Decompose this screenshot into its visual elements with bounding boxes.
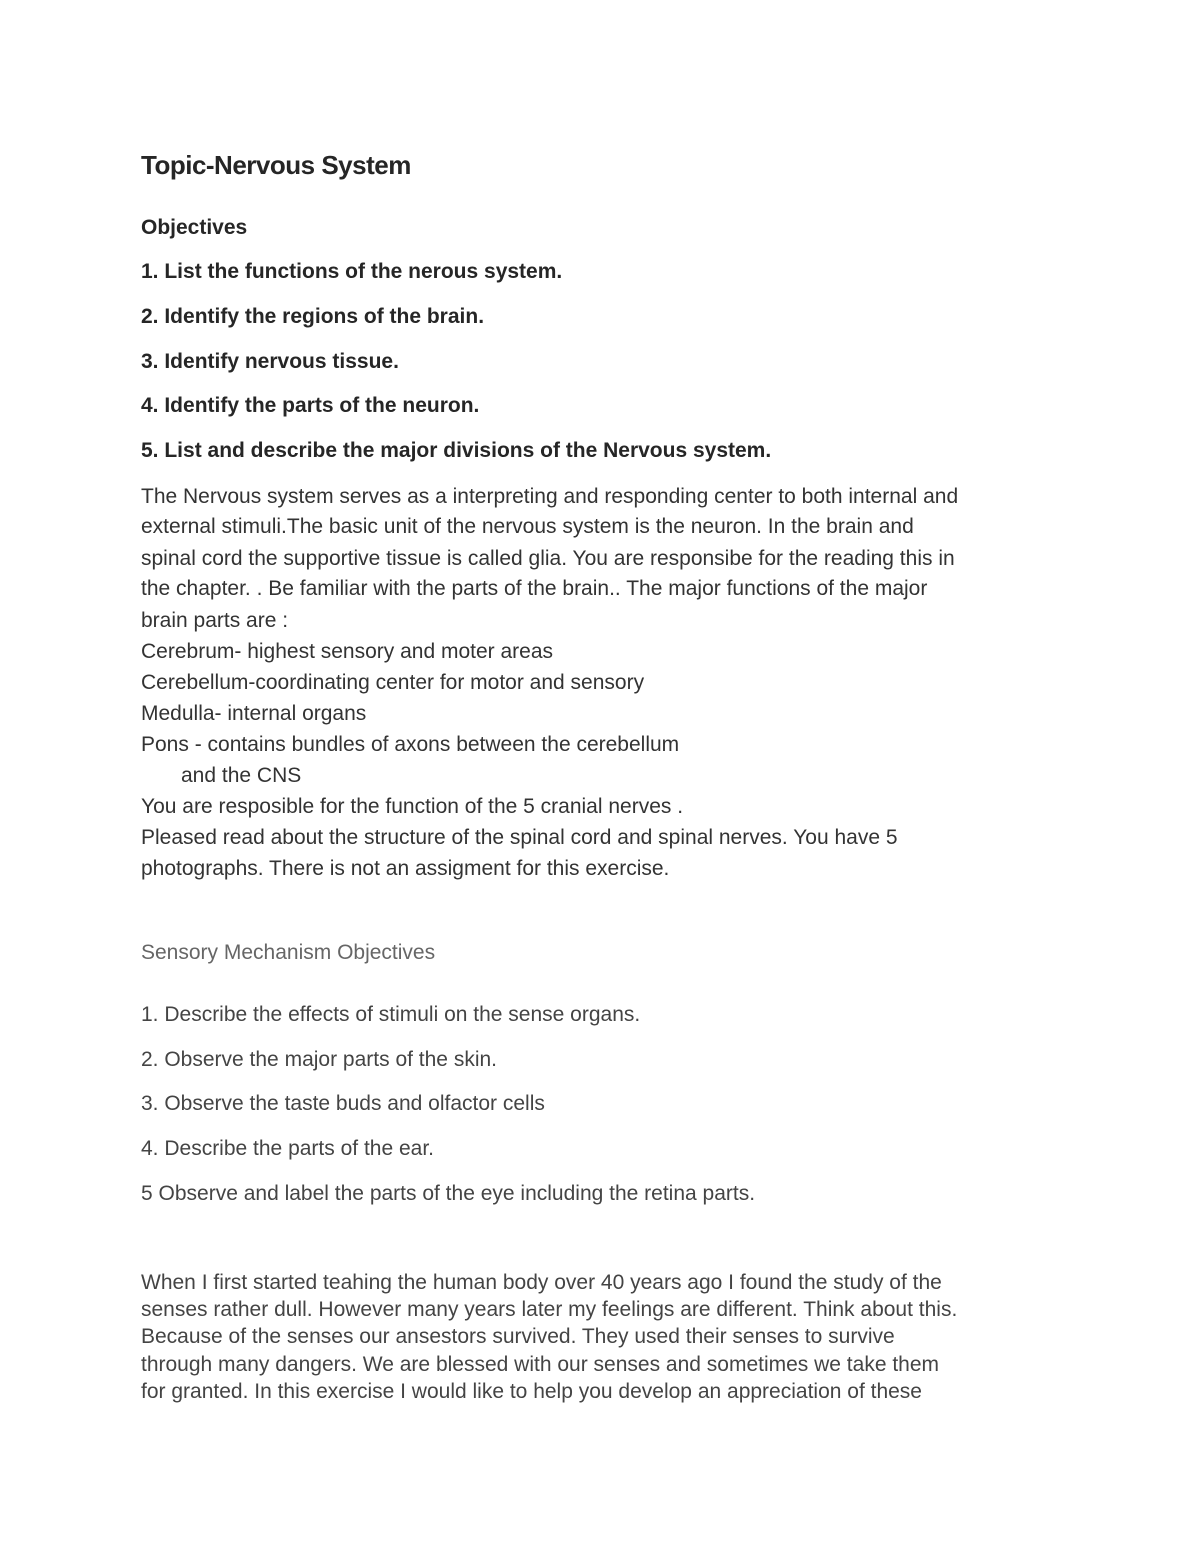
- body-text-line: Cerebellum-coordinating center for motor and sensory: [141, 671, 645, 694]
- sensory-objective-item: 2. Observe the major parts of the skin.: [141, 1048, 497, 1071]
- body-text-line: The Nervous system serves as a interpreting and responding center to both internal and: [141, 485, 959, 508]
- objectives-heading: Objectives: [141, 216, 248, 239]
- page-title: Topic-Nervous System: [141, 150, 411, 180]
- objective-item: 5. List and describe the major divisions of the Nervous system.: [141, 439, 772, 462]
- body-text-line: the chapter. . Be familiar with the parts of the brain.. The major functions of the major: [141, 577, 928, 600]
- body-text-line: and the CNS: [181, 764, 302, 787]
- body-text-line: external stimuli.The basic unit of the nervous system is the neuron. In the brain and: [141, 515, 914, 538]
- body-text-line: Cerebrum- highest sensory and moter areas: [141, 640, 554, 663]
- sensory-objective-item: 1. Describe the effects of stimuli on the sense organs.: [141, 1003, 641, 1026]
- sensory-objectives-heading: Sensory Mechanism Objectives: [141, 941, 436, 964]
- closing-text-line: through many dangers. We are blessed with our senses and sometimes we take them: [141, 1353, 940, 1376]
- body-text-line: brain parts are :: [141, 609, 289, 632]
- objective-item: 2. Identify the regions of the brain.: [141, 305, 485, 328]
- closing-text-line: senses rather dull. However many years later my feelings are different. Think about this.: [141, 1298, 958, 1321]
- body-text-line: photographs. There is not an assigment for this exercise.: [141, 857, 670, 880]
- body-text-line: Pons - contains bundles of axons between the cerebellum: [141, 733, 680, 756]
- closing-text-line: Because of the senses our ansestors survived. They used their senses to survive: [141, 1325, 895, 1348]
- objective-item: 3. Identify nervous tissue.: [141, 350, 399, 373]
- body-text-line: Pleased read about the structure of the spinal cord and spinal nerves. You have 5: [141, 826, 898, 849]
- objective-item: 1. List the functions of the nerous system.: [141, 260, 563, 283]
- objective-item: 4. Identify the parts of the neuron.: [141, 394, 480, 417]
- body-text-line: spinal cord the supportive tissue is called glia. You are responsibe for the reading this in: [141, 547, 955, 570]
- sensory-objective-item: 5 Observe and label the parts of the eye including the retina parts.: [141, 1182, 756, 1205]
- sensory-objective-item: 4. Describe the parts of the ear.: [141, 1137, 434, 1160]
- body-text-line: You are resposible for the function of the 5 cranial nerves .: [141, 795, 684, 818]
- closing-text-line: When I first started teahing the human body over 40 years ago I found the study of the: [141, 1271, 942, 1294]
- closing-text-line: for granted. In this exercise I would like to help you develop an appreciation of these: [141, 1380, 922, 1403]
- sensory-objective-item: 3. Observe the taste buds and olfactor cells: [141, 1092, 545, 1115]
- body-text-line: Medulla- internal organs: [141, 702, 367, 725]
